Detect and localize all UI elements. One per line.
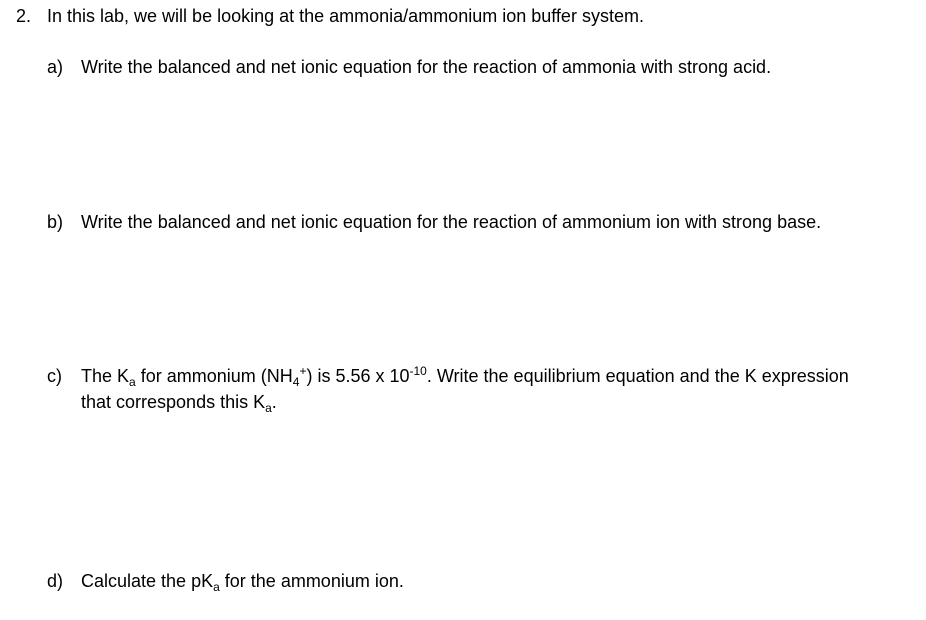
ka-subscript: a xyxy=(129,375,136,389)
part-c-text-3: ) is 5.56 x 10 xyxy=(306,366,410,386)
part-c-text-2: for ammonium (NH xyxy=(135,366,293,386)
part-a-text: Write the balanced and net ionic equation for the reaction of ammonia with strong acid. xyxy=(81,57,772,77)
part-d-text-2: for the ammonium ion. xyxy=(219,571,404,591)
part-a-label: a) xyxy=(47,57,64,77)
part-c-line2-text-2: . xyxy=(271,392,277,412)
part-c-text-line2 xyxy=(81,391,277,413)
question-intro: In this lab, we will be looking at the ammonia/ammonium ion buffer system. xyxy=(47,6,644,26)
part-c-label: c) xyxy=(47,366,62,386)
part-b-label: b) xyxy=(47,212,64,232)
part-c-text-4: . Write the equilibrium equation and the K expression xyxy=(426,366,849,386)
pka-subscript: a xyxy=(213,580,220,594)
part-b-text: Write the balanced and net ionic equation for the reaction of ammonium ion with strong base. xyxy=(81,212,822,232)
question-number: 2. xyxy=(16,6,32,26)
nh4-subscript: 4 xyxy=(292,375,300,389)
part-d-text-1: Calculate the pK xyxy=(81,571,214,591)
part-d-text xyxy=(81,570,404,592)
nh4-charge-superscript: + xyxy=(299,364,307,378)
part-c-text xyxy=(81,365,849,387)
part-c-text-1: The K xyxy=(81,366,130,386)
ka-subscript-2: a xyxy=(265,401,272,415)
exponent-superscript: -10 xyxy=(409,364,427,378)
part-c-line2-text-1: that corresponds this K xyxy=(81,392,266,412)
part-d-label: d) xyxy=(47,571,64,591)
